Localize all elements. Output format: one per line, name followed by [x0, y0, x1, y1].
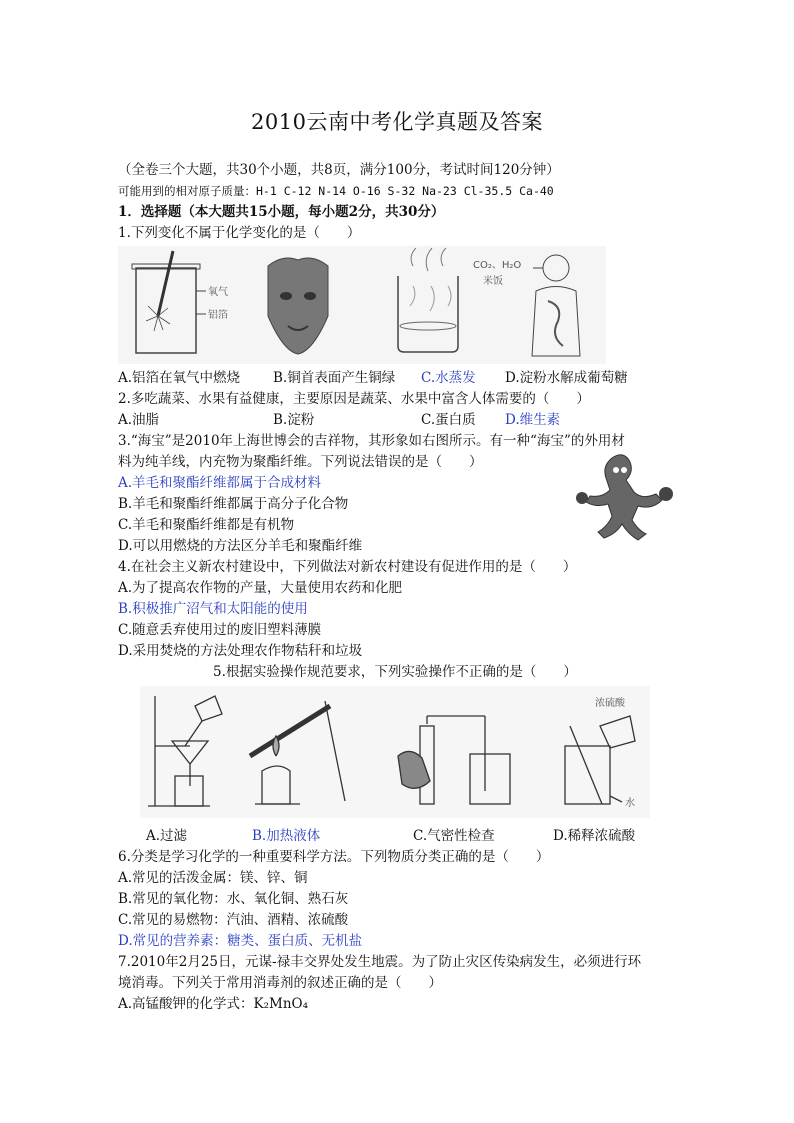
- q3-option-d: D.可以用燃烧的方法区分羊毛和聚酯纤维: [118, 538, 363, 554]
- q1-option-d: D.淀粉水解成葡萄糖: [505, 370, 628, 386]
- question-1-stem: 1.下列变化不属于化学变化的是（ ）: [118, 225, 361, 241]
- q6-option-d: D.常见的营养素：糖类、蛋白质、无机盐: [118, 933, 363, 949]
- q7-option-a: A.高锰酸钾的化学式：K₂MnO₄: [118, 996, 309, 1012]
- q4-option-a: A.为了提高农作物的产量，大量使用农药和化肥: [118, 580, 403, 596]
- question-7-stem-line-1: 7.2010年2月25日，元谋-禄丰交界处发生地震。为了防止灾区传染病发生，必须进行环: [118, 954, 642, 970]
- q5-option-c: C.气密性检查: [413, 828, 495, 844]
- fig-label-foil: 铝箔: [208, 310, 228, 321]
- question-3-stem-line-1: 3.“海宝”是2010年上海世博会的吉祥物，其形象如右图所示。有一种“海宝”的外用材: [118, 433, 625, 449]
- fig-label-oxygen: 氧气: [208, 287, 228, 298]
- q5-option-b: B.加热液体: [252, 828, 321, 844]
- question-5-stem: 5.根据实验操作规范要求，下列实验操作不正确的是（ ）: [213, 664, 577, 680]
- q3-option-b: B.羊毛和聚酯纤维都属于高分子化合物: [118, 496, 349, 512]
- q4-option-d: D.采用焚烧的方法处理农作物秸秆和垃圾: [118, 643, 363, 659]
- question-4-stem: 4.在社会主义新农村建设中，下列做法对新农村建设有促进作用的是（ ）: [118, 559, 577, 575]
- question-2-stem: 2.多吃蔬菜、水果有益健康，主要原因是蔬菜、水果中富含人体需要的（ ）: [118, 391, 590, 407]
- q5-option-a: A.过滤: [146, 828, 188, 844]
- q1-option-a: A.铝箔在氧气中燃烧: [118, 370, 241, 386]
- q2-option-a: A.油脂: [118, 412, 160, 428]
- q2-option-d: D.维生素: [505, 412, 561, 428]
- q6-option-b: B.常见的氧化物：水、氧化铜、熟石灰: [118, 891, 349, 907]
- q6-option-a: A.常见的活泼金属：镁、锌、铜: [118, 870, 308, 886]
- haibao-mascot-figure: [572, 450, 677, 542]
- question-5-figure: [140, 686, 650, 818]
- question-7-stem-line-2: 境消毒。下列关于常用消毒剂的叙述正确的是（ ）: [118, 975, 442, 991]
- q4-option-b: B.积极推广沼气和太阳能的使用: [118, 601, 308, 617]
- exam-intro: （全卷三个大题，共30个小题，共8页，满分100分，考试时间120分钟）: [118, 162, 560, 178]
- fig-label-gases: CO₂、H₂O: [473, 260, 522, 271]
- atomic-masses: 可能用到的相对原子质量：H-1 C-12 N-14 O-16 S-32 Na-23 Cl-35.5 Ca-40: [118, 184, 554, 198]
- q2-option-b: B.淀粉: [273, 412, 315, 428]
- q6-option-c: C.常见的易燃物：汽油、酒精、浓硫酸: [118, 912, 349, 928]
- section-heading: 1．选择题（本大题共15小题，每小题2分，共30分）: [118, 204, 445, 220]
- q5-option-d: D.稀释浓硫酸: [553, 828, 636, 844]
- q4-option-c: C.随意丢弃使用过的废旧塑料薄膜: [118, 622, 322, 638]
- q2-option-c: C.蛋白质: [421, 412, 476, 428]
- fig-label-acid: 浓硫酸: [595, 698, 625, 709]
- q1-option-c: C.水蒸发: [421, 370, 476, 386]
- question-1-figure: [118, 246, 606, 364]
- page-title: 2010云南中考化学真题及答案: [251, 110, 543, 134]
- fig-label-water: 水: [625, 798, 635, 809]
- fig-label-rice: 米饭: [483, 276, 503, 287]
- q3-option-a: A.羊毛和聚酯纤维都属于合成材料: [118, 475, 322, 491]
- question-3-stem-line-2: 料为纯羊线，内充物为聚酯纤维。下列说法错误的是（ ）: [118, 454, 483, 470]
- question-6-stem: 6.分类是学习化学的一种重要科学方法。下列物质分类正确的是（ ）: [118, 849, 550, 865]
- q3-option-c: C.羊毛和聚酯纤维都是有机物: [118, 517, 295, 533]
- q1-option-b: B.铜首表面产生铜绿: [273, 370, 396, 386]
